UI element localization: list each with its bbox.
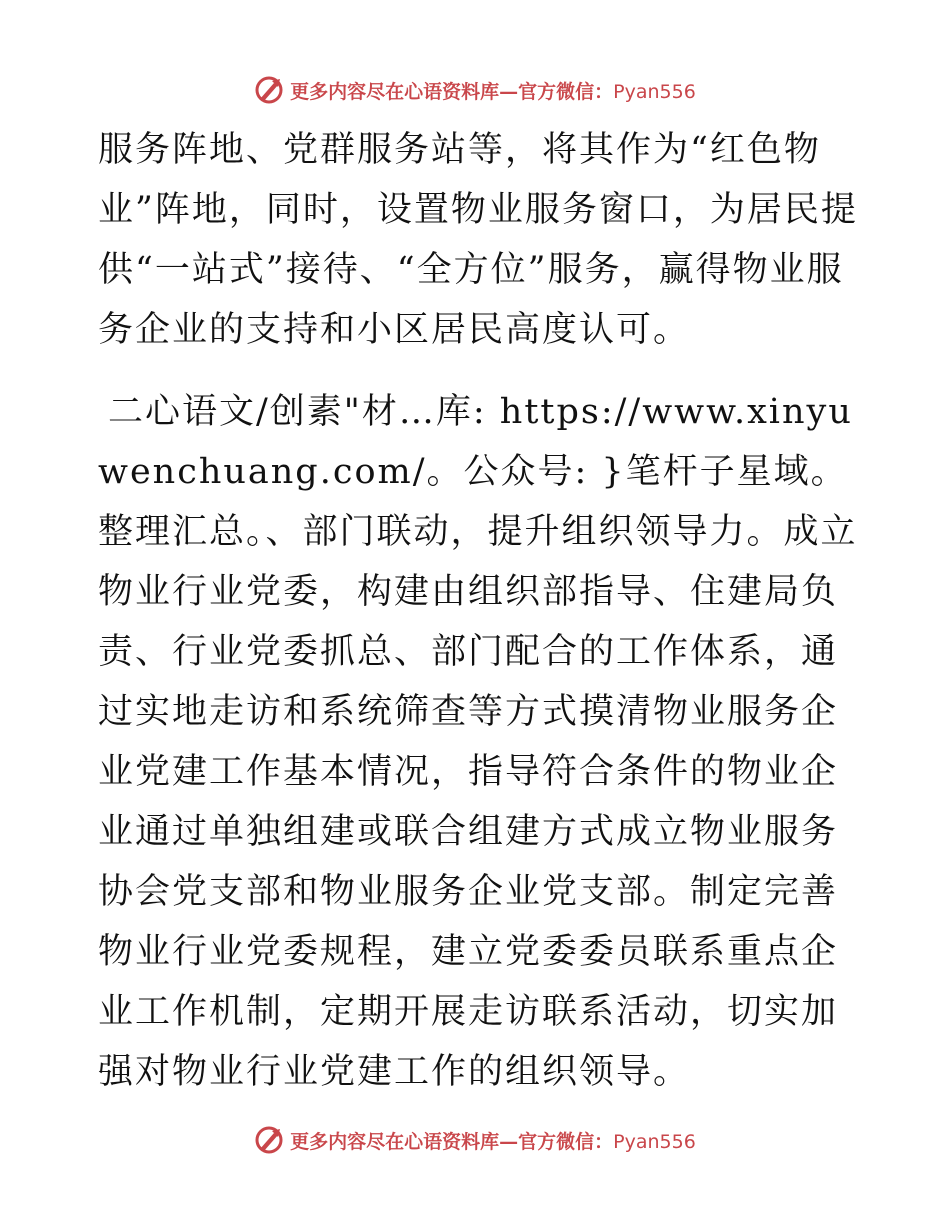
paragraph-1: 服务阵地、党群服务站等，将其作为“红色物业”阵地，同时，设置物业服务窗口，为居民提供“一站式”接待、“全方位”服务，赢得物业服务企业的支持和小区居民高度认可。 bbox=[98, 130, 858, 350]
footer-banner bbox=[0, 1120, 950, 1160]
quill-circle-logo-icon bbox=[254, 75, 284, 105]
header-banner-label: 更多内容尽在心语资料库—官方微信： bbox=[290, 80, 614, 103]
footer-banner-contact: Pyan556 bbox=[613, 1130, 696, 1153]
document-body bbox=[98, 120, 858, 1102]
paragraph-2: 二心语文/创素"材…库: https://www.xinyuwenchuang.com/。公众号: }笔杆子星域。整理汇总。、部门联动，提升组织领导力。成立物业行业党委，构建由组织部指导、住建局负责、行业党委抓总、部门配合的工作体系，通过实地走访和系统筛查等方式摸清物业服务企业党建工作基本情况，指导符合条件的物业企业通过单独组建或联合组建方式成立物业服务协会党支部和物业服务企业党支部。制定完善物业行业党委规程，建立党委委员联系重点企业工作机制，定期开展走访联系活动，切实加强对物业行业党建工作的组织领导。 bbox=[98, 392, 858, 1092]
header-banner bbox=[0, 70, 950, 110]
quill-circle-logo-icon bbox=[254, 1125, 284, 1155]
header-banner-contact: Pyan556 bbox=[613, 80, 696, 103]
footer-banner-text bbox=[290, 1127, 696, 1154]
header-banner-text bbox=[290, 77, 696, 104]
footer-banner-label: 更多内容尽在心语资料库—官方微信： bbox=[290, 1130, 614, 1153]
